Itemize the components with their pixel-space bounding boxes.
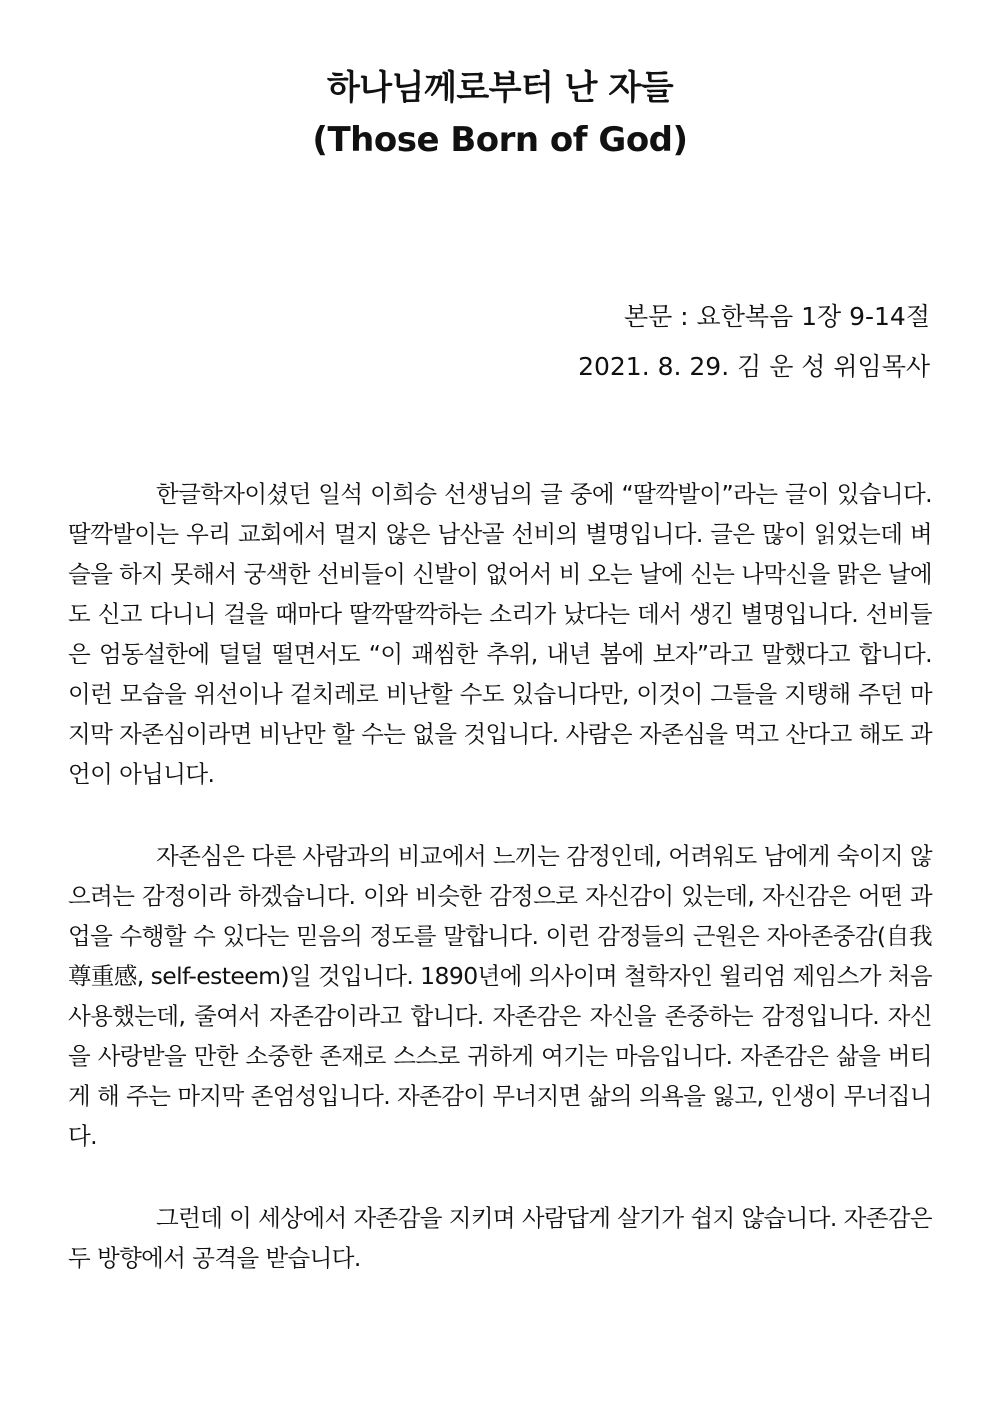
page-title: 하나님께로부터 난 자들 <box>326 68 674 108</box>
date-author: 2021. 8. 29. 김 운 성 위임목사 <box>578 352 930 381</box>
sermon-body <box>68 474 932 1320</box>
paragraph-2: 자존심은 다른 사람과의 비교에서 느끼는 감정인데, 어려워도 남에게 숙이지 않으려는 감정이라 하겠습니다. 이와 비슷한 감정으로 자신감이 있는데, 자신감은 어떤 과업을 수행할 수 있다는 믿음의 정도를 말합니다. 이런 감정들의 근원은 자아존중감(自我尊重感, self-esteem)일 것입니다. 1890년에 의사이며 철학자인 윌리엄 제임스가 처음 사용했는데, 줄여서 자존감이라고 합니다. 자존감은 자신을 존중하는 감정입니다. 자신을 사랑받을 만한 소중한 존재로 스스로 귀하게 여기는 마음입니다. 자존감은 삶을 버티게 해 주는 마지막 존엄성입니다. 자존감이 무너지면 삶의 의욕을 잃고, 인생이 무너집니다. <box>68 842 932 1150</box>
paragraph-1: 한글학자이셨던 일석 이희승 선생님의 글 중에 “딸깍발이”라는 글이 있습니다. 딸깍발이는 우리 교회에서 멀지 않은 남산골 선비의 별명입니다. 글은 많이 읽었는데 벼슬을 하지 못해서 궁색한 선비들이 신발이 없어서 비 오는 날에 신는 나막신을 맑은 날에도 신고 다니니 걸을 때마다 딸깍딸깍하는 소리가 났다는 데서 생긴 별명입니다. 선비들은 엄동설한에 덜덜 떨면서도 “이 괘씸한 추위, 내년 봄에 보자”라고 말했다고 합니다. 이런 모습을 위선이나 겉치레로 비난할 수도 있습니다만, 이것이 그들을 지탱해 주던 마지막 자존심이라면 비난만 할 수는 없을 것입니다. 사람은 자존심을 먹고 산다고 해도 과언이 아닙니다. <box>68 480 932 788</box>
paragraph-3: 그런데 이 세상에서 자존감을 지키며 사람답게 살기가 쉽지 않습니다. 자존감은 두 방향에서 공격을 받습니다. <box>68 1204 932 1272</box>
title-block <box>0 62 1000 166</box>
scripture-reference: 본문 : 요한복음 1장 9-14절 <box>623 302 930 331</box>
sermon-meta <box>330 292 930 392</box>
page-subtitle: (Those Born of God) <box>312 120 688 160</box>
